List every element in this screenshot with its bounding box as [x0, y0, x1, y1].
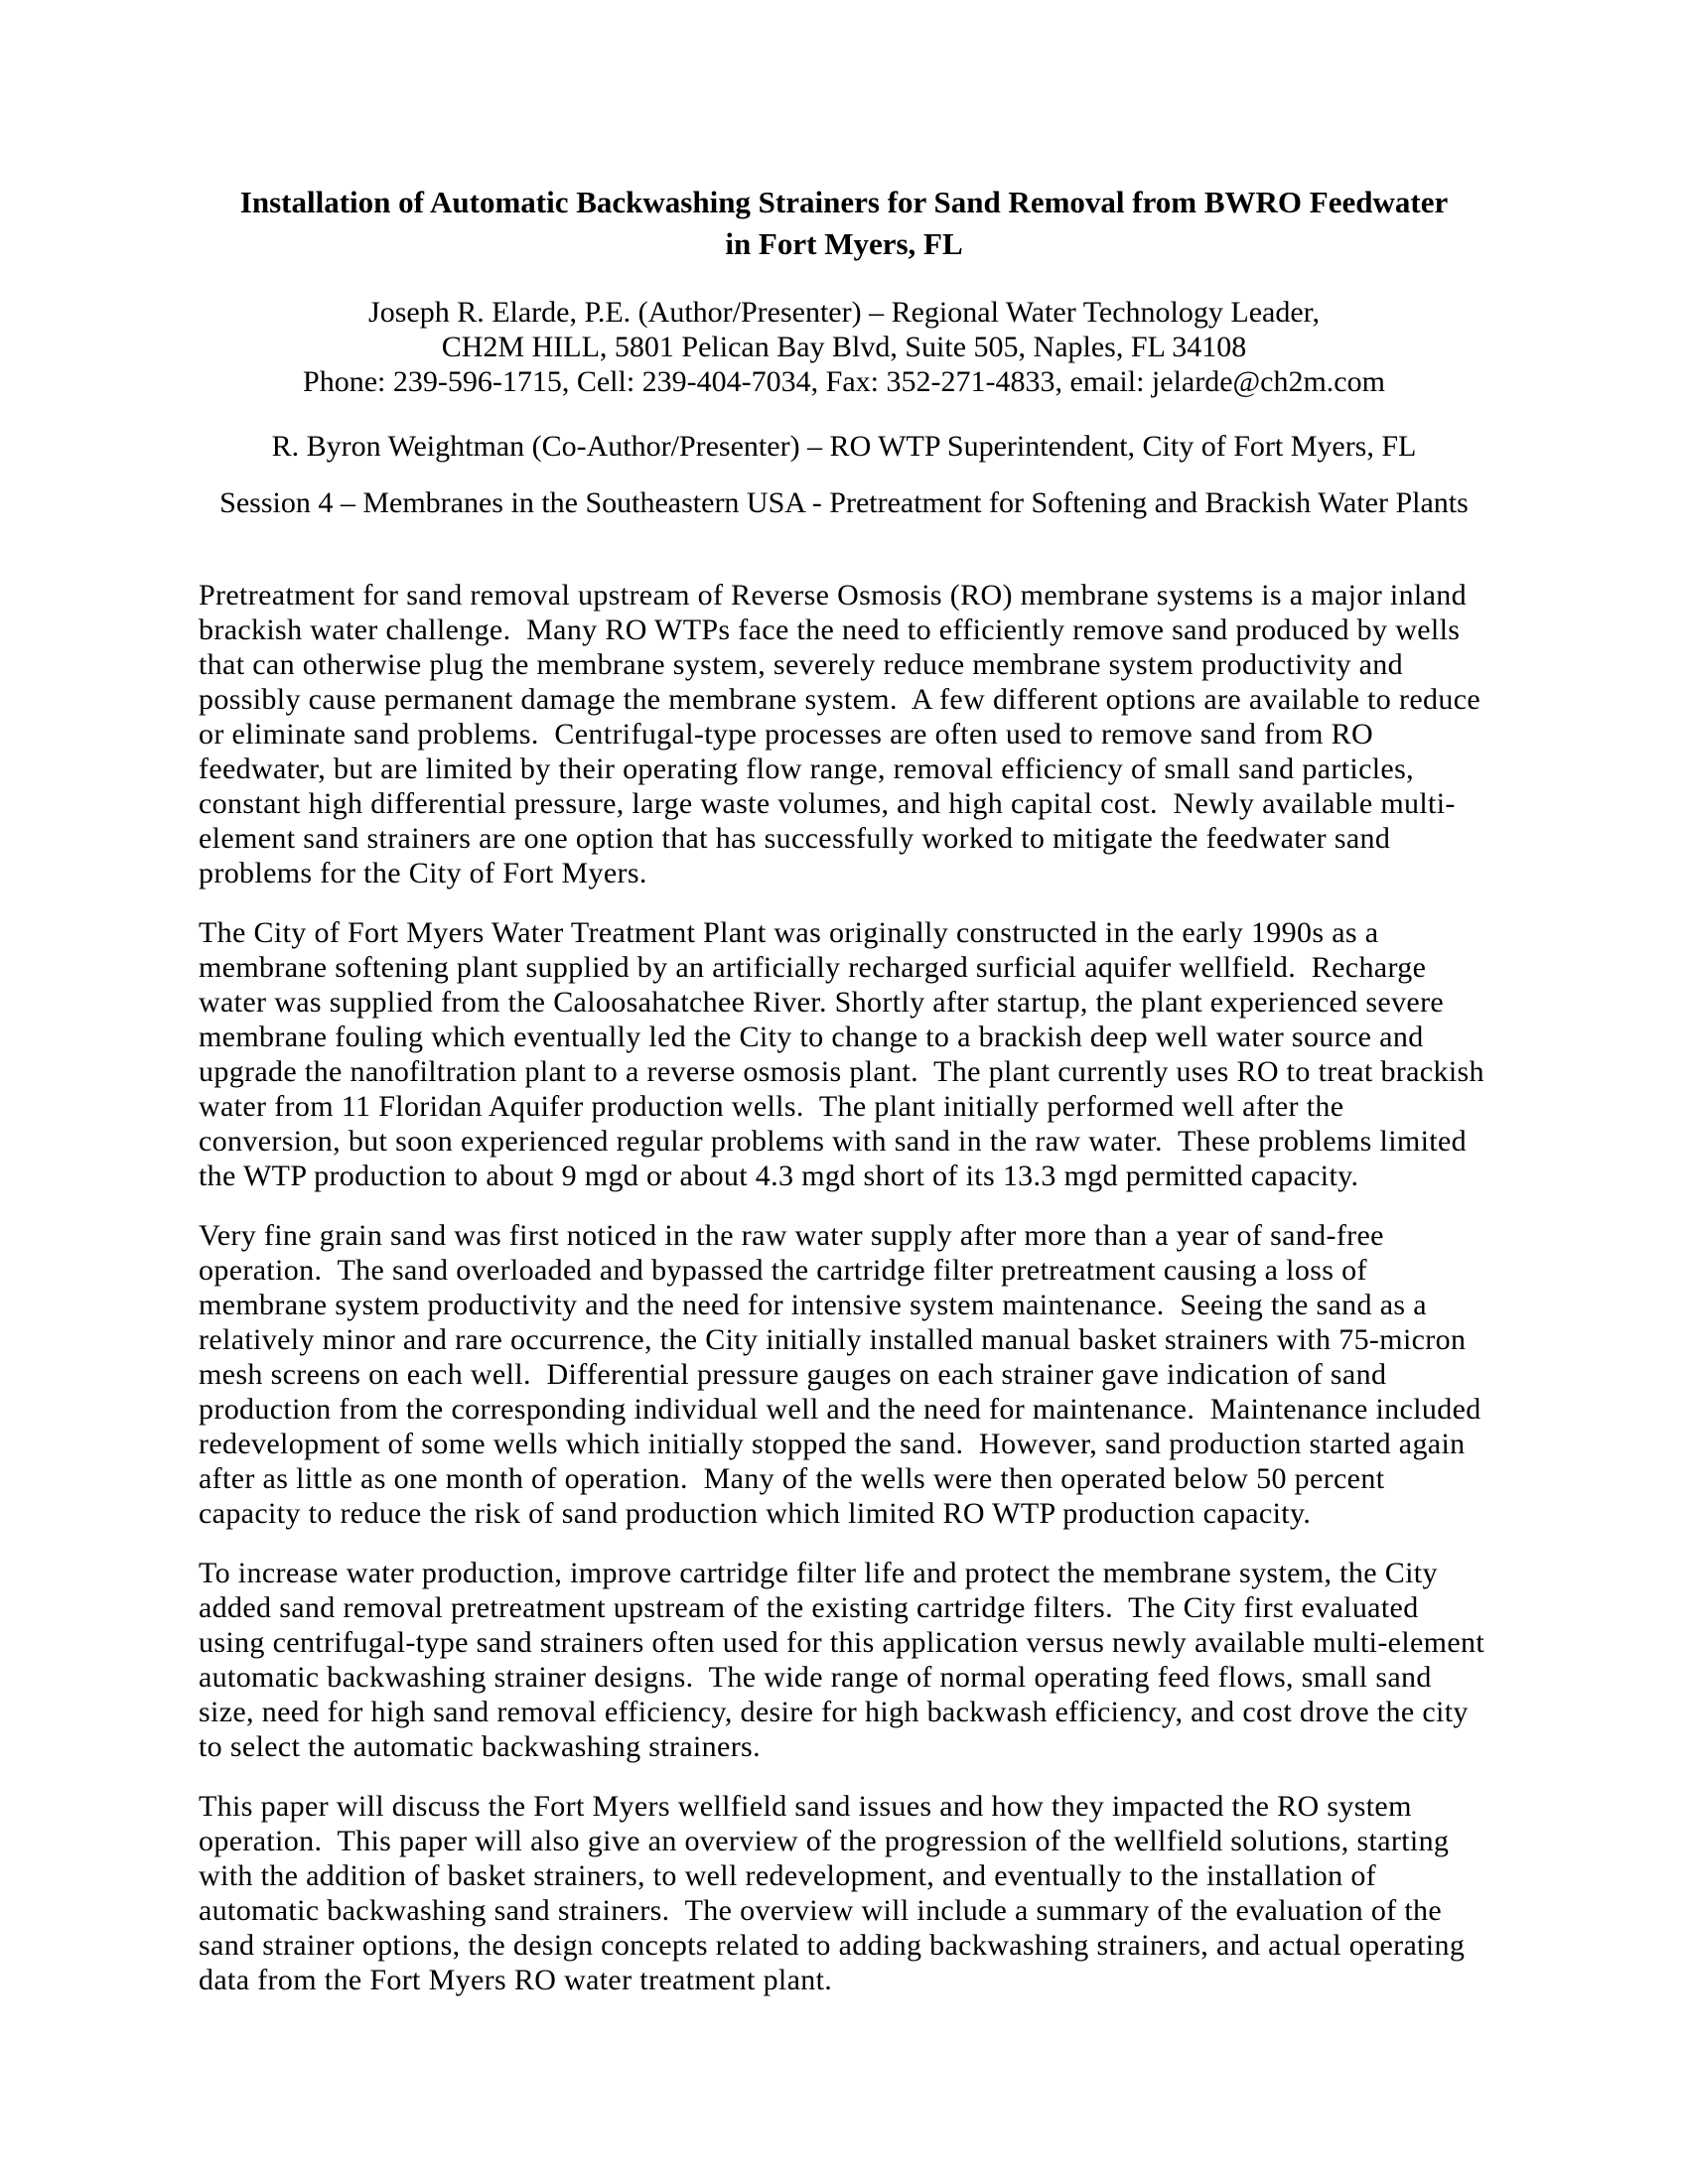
abstract-paragraph-1: Pretreatment for sand removal upstream of Reverse Osmosis (RO) membrane systems is a major inland brackish water challenge. Many RO WTPs face the need to efficiently remove sand produced by wells that can otherwise plug the membrane system, severely reduce membrane system productivity and possibly cause permanent damage the membrane system. A few different options are available to reduce or eliminate sand problems. Centrifugal-type processes are often used to remove sand from RO feedwater, but are limited by their operating flow range, removal efficiency of small sand particles, constant high differential pressure, large waste volumes, and high capital cost. Newly available multi-element sand strainers are one option that has successfully worked to mitigate the feedwater sand problems for the City of Fort Myers. — [199, 579, 1488, 889]
author-name-line: Joseph R. Elarde, P.E. (Author/Presenter) – Regional Water Technology Leader, — [368, 296, 1320, 329]
author-block — [199, 295, 1489, 399]
paper-title — [199, 182, 1489, 265]
abstract-paragraph-5: This paper will discuss the Fort Myers wellfield sand issues and how they impacted the RO system operation. This paper will also give an overview of the progression of the wellfield solutions, starting with the addition of basket strainers, to well redevelopment, and eventually to the installation of automatic backwashing sand strainers. The overview will include a summary of the evaluation of the sand strainer options, the design concepts related to adding backwashing strainers, and actual operating data from the Fort Myers RO water treatment plant. — [199, 1790, 1474, 1996]
abstract-paragraph-2: The City of Fort Myers Water Treatment Plant was originally constructed in the early 1990s as a membrane softening plant supplied by an artificially recharged surficial aquifer wellfield. Recharge water was supplied from the Caloosahatchee River. Shortly after startup, the plant experienced severe membrane fouling which eventually led the City to change to a brackish deep well water source and upgrade the nanofiltration plant to a reverse osmosis plant. The plant currently uses RO to treat brackish water from 11 Floridan Aquifer production wells. The plant initially performed well after the conversion, but soon experienced regular problems with sand in the raw water. These problems limited the WTP production to about 9 mgd or about 4.3 mgd short of its 13.3 mgd permitted capacity. — [199, 916, 1492, 1192]
author-contact-line: Phone: 239-596-1715, Cell: 239-404-7034, Fax: 352-271-4833, email: jelarde@ch2m.com — [303, 365, 1385, 398]
abstract-paragraph-3: Very fine grain sand was first noticed in the raw water supply after more than a year of sand-free operation. The sand overloaded and bypassed the cartridge filter pretreatment causing a loss of membrane system productivity and the need for intensive system maintenance. Seeing the sand as a relatively minor and rare occurrence, the City initially installed manual basket strainers with 75-micron mesh screens on each well. Differential pressure gauges on each strainer gave indication of sand production from the corresponding individual well and the need for maintenance. Maintenance included redevelopment of some wells which initially stopped the sand. However, sand production started again after as little as one month of operation. Many of the wells were then operated below 50 percent capacity to reduce the risk of sand production which limited RO WTP production capacity. — [199, 1219, 1489, 1530]
paper-header — [199, 182, 1489, 520]
abstract-body — [199, 578, 1492, 1997]
session-line: Session 4 – Membranes in the Southeastern USA - Pretreatment for Softening and Brackish Water Plants — [219, 486, 1469, 519]
paper-title-line-2: in Fort Myers, FL — [725, 226, 963, 261]
abstract-paragraph-4: To increase water production, improve cartridge filter life and protect the membrane system, the City added sand removal pretreatment upstream of the existing cartridge filters. The City first evaluated using centrifugal-type sand strainers often used for this application versus newly available multi-element automatic backwashing strainer designs. The wide range of normal operating feed flows, small sand size, need for high sand removal efficiency, desire for high backwash efficiency, and cost drove the city to select the automatic backwashing strainers. — [199, 1557, 1492, 1763]
paper-title-line-1: Installation of Automatic Backwashing Strainers for Sand Removal from BWRO Feedwater — [239, 185, 1449, 219]
author-address-line: CH2M HILL, 5801 Pelican Bay Blvd, Suite 505, Naples, FL 34108 — [441, 331, 1247, 363]
coauthor-line: R. Byron Weightman (Co-Author/Presenter) – RO WTP Superintendent, City of Fort Myers, FL — [271, 430, 1417, 463]
